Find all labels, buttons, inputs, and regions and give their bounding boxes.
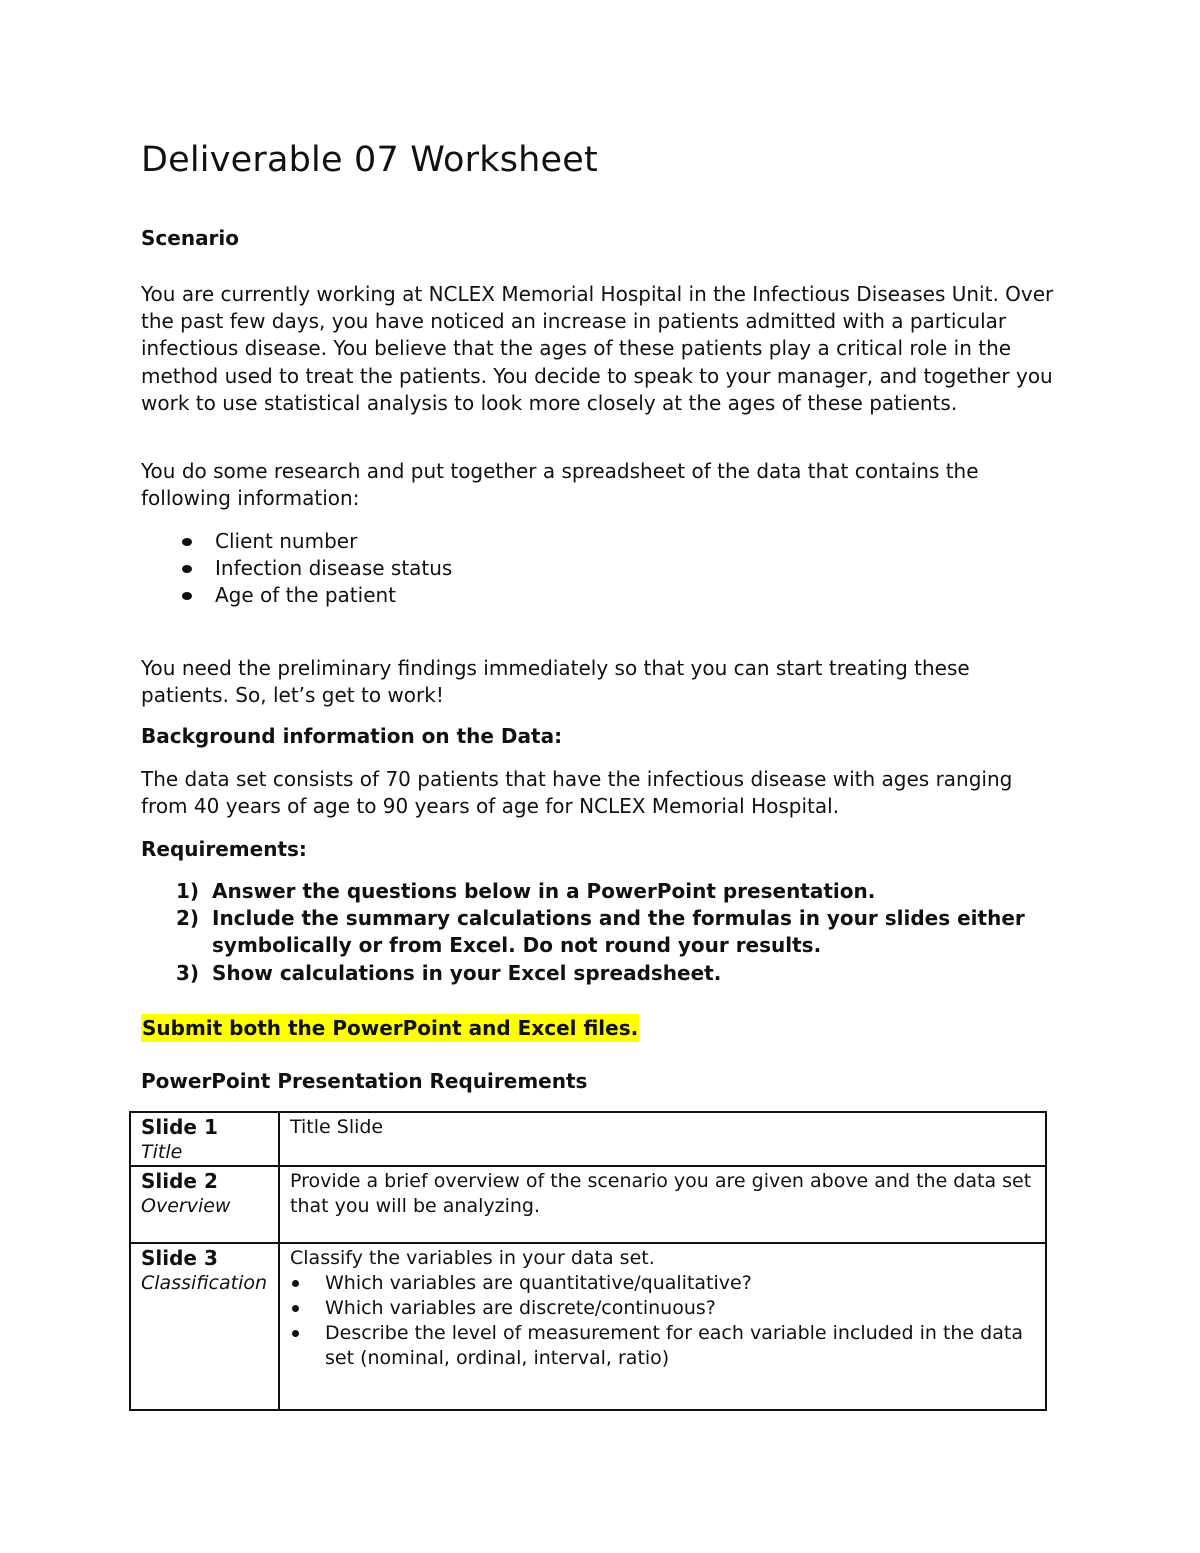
scenario-paragraph-1: You are currently working at NCLEX Memorial Hospital in the Infectious Diseases Unit. Over the past few days, you have noticed an increase in patients admitted with a particular infectious disease. You believe that the ages of these patients play a critical role in the method used to treat the patients. You decide to speak to your manager, and together you work to use statistical analysis to look more closely at the ages of these patients. [141, 282, 1054, 415]
requirements-list [176, 878, 1052, 987]
slide-description-cell: Title Slide [279, 1112, 1046, 1166]
slide-label-cell: Slide 3 Classification [130, 1243, 279, 1410]
scenario-paragraph-2: You do some research and put together a spreadsheet of the data that contains the following information: [141, 459, 979, 511]
bullet-icon [292, 1305, 299, 1312]
bullet-icon [292, 1280, 299, 1287]
bullet-icon [182, 538, 192, 546]
bullet-icon [292, 1330, 299, 1337]
table-row [130, 1243, 1046, 1410]
info-bullet-list [141, 528, 452, 610]
bullet-icon [182, 565, 192, 573]
list-item: 1) Answer the questions below in a PowerPoint presentation. [176, 879, 876, 903]
scenario-paragraph-3: You need the preliminary findings immediately so that you can start treating these patients. So, let’s get to work! [141, 656, 970, 708]
list-item: 2) Include the summary calculations and the formulas in your slides either symbolically or from Excel. Do not round your results. [176, 906, 1025, 958]
slide-description-cell: Classify the variables in your data set. Which variables are quantitative/qualitative? Which variables are discrete/continuous? Describe the level of measurement for each variable included in the data set (nominal, ordinal, interval, ratio) [279, 1243, 1046, 1410]
background-paragraph: The data set consists of 70 patients that have the infectious disease with ages ranging from 40 years of age to 90 years of age for NCLEX Memorial Hospital. [141, 767, 1013, 819]
document-title: Deliverable 07 Worksheet [141, 140, 598, 180]
scenario-heading: Scenario [141, 226, 240, 250]
ppt-requirements-heading: PowerPoint Presentation Requirements [141, 1069, 588, 1093]
list-item: Infection disease status [141, 555, 452, 582]
table-row [130, 1166, 1046, 1243]
list-item: Describe the level of measurement for each variable included in the data set (nominal, ordinal, interval, ratio) [290, 1321, 1035, 1371]
table-row [130, 1112, 1046, 1166]
slide-description-cell: Provide a brief overview of the scenario you are given above and the data set that you will be analyzing. [279, 1166, 1046, 1243]
bullet-icon [182, 592, 192, 600]
list-item: Age of the patient [141, 582, 452, 609]
submit-note-highlight: Submit both the PowerPoint and Excel files. [142, 1016, 639, 1040]
slide-label-cell: Slide 2 Overview [130, 1166, 279, 1243]
list-item: 3) Show calculations in your Excel spreadsheet. [176, 960, 722, 985]
list-item: Which variables are discrete/continuous? [290, 1296, 1035, 1321]
list-item: Which variables are quantitative/qualitative? [290, 1271, 1035, 1296]
slide-3-item-list [290, 1271, 1035, 1371]
list-item: Client number [141, 528, 452, 555]
slide-label-cell: Slide 1 Title [130, 1112, 279, 1166]
background-heading: Background information on the Data: [141, 724, 563, 748]
slides-table [129, 1111, 1047, 1411]
requirements-heading: Requirements: [141, 837, 307, 861]
